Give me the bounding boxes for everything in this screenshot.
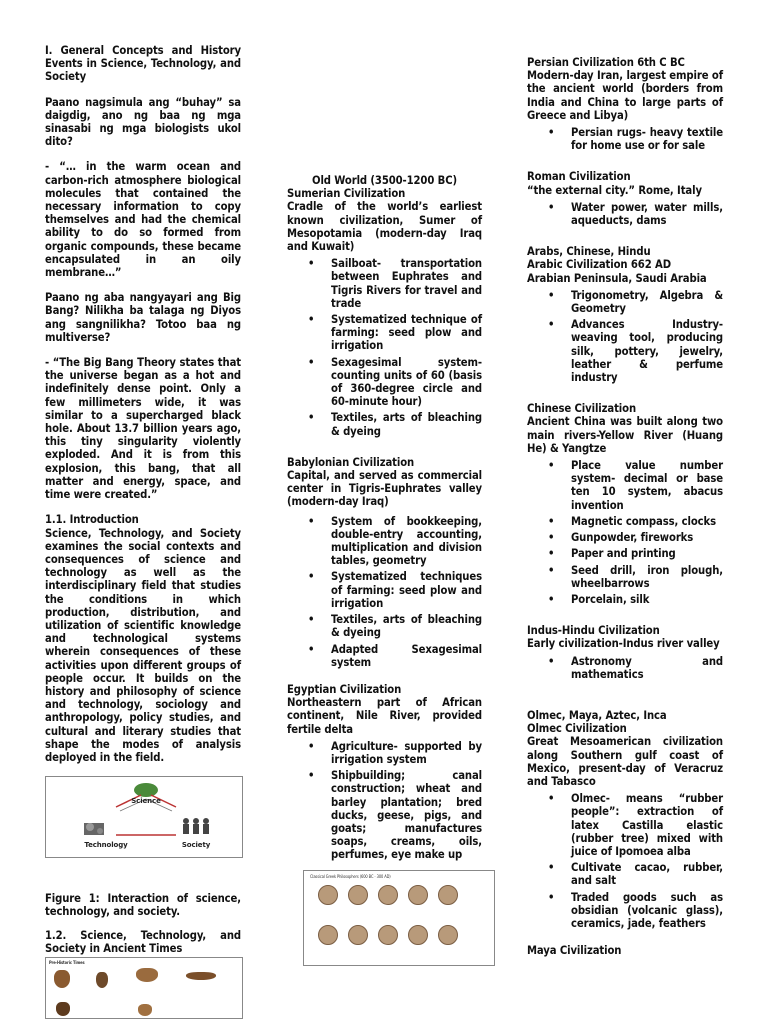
philosopher-portrait-icon bbox=[378, 925, 398, 945]
indus-list bbox=[527, 655, 723, 681]
philosopher-portrait-icon bbox=[438, 925, 458, 945]
list-item: • Textiles, arts of bleaching & dyeing bbox=[287, 411, 482, 437]
olmec-list bbox=[527, 792, 723, 930]
egyptian-text: Northeastern part of African continent, Nile River, provided fertile delta bbox=[287, 696, 482, 736]
persian-text: Modern-day Iran, largest empire of the ancient world (borders from India and China to large parts of Greece and Libya) bbox=[527, 69, 723, 122]
arabic-text: Arabian Peninsula, Saudi Arabia bbox=[527, 271, 707, 285]
philosopher-portrait-icon bbox=[318, 885, 338, 905]
list-item: • Paper and printing bbox=[527, 547, 723, 560]
list-item: • Shipbuilding; canal construction; wheat and barley plantation; bred ducks, geese, pigs, and goats; manufactures soaps, creams, oils, perfumes, eye make up bbox=[287, 769, 482, 861]
egyptian-list bbox=[287, 740, 482, 862]
arrowhead-icon bbox=[136, 968, 158, 982]
column-middle bbox=[287, 174, 482, 966]
philosopher-portrait-icon bbox=[438, 885, 458, 905]
sts-diagram bbox=[46, 777, 242, 857]
roman-list bbox=[527, 201, 723, 227]
philosopher-portrait-icon bbox=[348, 925, 368, 945]
society-people-icon bbox=[183, 818, 209, 834]
intro-text: Science, Technology, and Society examines the social contexts and consequences of science and technology as well as the interdisciplinary field that studies the conditions in which production, distribution, and utilization of scientific knowledge and technological systems wherein consequences of these activities upon different groups of people occur. It builds on the history and philosophy of science and technology, sociology and anthropology, policy studies, and cultural and literary studies that shape the modes of analysis deployed in the field. bbox=[45, 526, 241, 764]
list-item: • Adapted Sexagesimal system bbox=[287, 643, 482, 669]
label-society: Society bbox=[181, 841, 211, 850]
list-item: • Cultivate cacao, rubber, and salt bbox=[527, 861, 723, 887]
philosopher-portrait-icon bbox=[408, 925, 428, 945]
philosopher-portrait-icon bbox=[408, 885, 428, 905]
column-left bbox=[45, 44, 241, 1019]
list-item: • Place value number system- decimal or base ten 10 system, abacus invention bbox=[527, 459, 723, 512]
sumerian-list bbox=[287, 257, 482, 438]
indus-text: Early civilization-Indus river valley bbox=[527, 637, 720, 651]
column-right bbox=[527, 56, 723, 957]
list-item: • Porcelain, silk bbox=[527, 593, 723, 606]
olmec-title: Olmec Civilization bbox=[527, 722, 627, 736]
egyptian-title: Egyptian Civilization bbox=[287, 682, 402, 696]
prehistoric-title: Pre-Historic Times bbox=[49, 959, 85, 965]
label-science: Science bbox=[131, 797, 161, 806]
chinese-text: Ancient China was built along two main rivers-Yellow River (Huang He) & Yangtze bbox=[527, 415, 723, 455]
list-item: • Systematized technique of farming: seed plow and irrigation bbox=[287, 313, 482, 353]
roman-text: “the external city.” Rome, Italy bbox=[527, 183, 702, 197]
list-item: • Water power, water mills, aqueducts, dams bbox=[527, 201, 723, 227]
list-item: • Sexagesimal system-counting units of 60 (basis of 360-degree circle and 60-minute hour) bbox=[287, 356, 482, 409]
science-globe-icon bbox=[134, 783, 158, 797]
chinese-title: Chinese Civilization bbox=[527, 402, 637, 416]
figure-1-caption: Figure 1: Interaction of science, technology, and society. bbox=[45, 892, 241, 919]
babylonian-list bbox=[287, 515, 482, 669]
sumerian-text: Cradle of the world’s earliest known civilization, Sumer of Mesopotamia (modern-day Iraq and Kuwait) bbox=[287, 200, 482, 254]
list-item: • System of bookkeeping, double-entry accounting, multiplication and division tables, geometry bbox=[287, 515, 482, 568]
list-item: • Sailboat- transportation between Euphrates and Tigris Rivers for travel and trade bbox=[287, 257, 482, 310]
section-ancient-heading: 1.2. Science, Technology, and Society in Ancient Times bbox=[45, 928, 241, 955]
sumerian-title: Sumerian Civilization bbox=[287, 187, 406, 201]
list-item: • Systematized techniques of farming: seed plow and irrigation bbox=[287, 570, 482, 610]
list-item: • Magnetic compass, clocks bbox=[527, 515, 723, 528]
answer-big-bang: - “The Big Bang Theory states that the universe began as a hot and indefinitely dense point. Only a few millimeters wide, it was similar to a supercharged black hole. About 13.7 billion years ago, this tiny singularity violently exploded. And it is from this explosion, this bang, that all matter and energy, space, and time were created.” bbox=[45, 356, 241, 502]
artifact-icon bbox=[56, 1002, 70, 1016]
babylonian-title: Babylonian Civilization bbox=[287, 455, 415, 469]
section-heading: I. General Concepts and History Events in Science, Technology, and Society bbox=[45, 44, 241, 84]
spear-icon bbox=[186, 972, 216, 980]
persian-title: Persian Civilization 6th C BC bbox=[527, 56, 685, 69]
greek-philosophers-title: Classical Greek Philosophers (600 BC - 300 AD) bbox=[310, 873, 391, 879]
old-world-heading: Old World (3500-1200 BC) bbox=[311, 174, 457, 187]
artifact-icon bbox=[138, 1004, 152, 1016]
list-item: • Seed drill, iron plough, wheelbarrows bbox=[527, 564, 723, 590]
question-big-bang: Paano ng aba nangyayari ang Big Bang? Nilikha ba talaga ng Diyos ang sangnilikha? Totoo baa ng multiverse? bbox=[45, 291, 241, 344]
question-life: Paano nagsimula ang “buhay” sa daigdig, ano ng baa ng mga sinasabi ng mga biologists ukol dito? bbox=[45, 95, 241, 149]
stone-tool-icon bbox=[96, 972, 108, 988]
stone-tool-icon bbox=[54, 970, 70, 988]
chinese-list bbox=[527, 459, 723, 606]
olmec-group-title: Olmec, Maya, Aztec, Inca bbox=[527, 708, 667, 722]
intro-heading: 1.1. Introduction bbox=[45, 513, 139, 527]
olmec-text: Great Mesoamerican civilization along Southern gulf coast of Mexico, present-day of Veracruz and Tabasco bbox=[527, 735, 723, 788]
philosopher-portrait-icon bbox=[348, 885, 368, 905]
philosopher-portrait-icon bbox=[318, 925, 338, 945]
babylonian-text: Capital, and served as commercial center in Tigris-Euphrates valley (modern-day Iraq) bbox=[287, 469, 482, 509]
arabic-title: Arabic Civilization 662 AD bbox=[527, 258, 671, 272]
list-item: • Persian rugs- heavy textile for home use or for sale bbox=[527, 126, 723, 152]
list-item: • Advances Industry- weaving tool, producing silk, pottery, jewelry, leather & perfume industry bbox=[527, 318, 723, 384]
list-item: • Astronomy and mathematics bbox=[527, 655, 723, 681]
list-item: • Olmec- means “rubber people”: extraction of latex Castilla elastic (rubber tree) mixed with juice of Ipomoea alba bbox=[527, 792, 723, 858]
figure-sts-interaction bbox=[45, 776, 243, 858]
arabs-group-title: Arabs, Chinese, Hindu bbox=[527, 245, 651, 259]
answer-life: - “… in the warm ocean and carbon-rich atmosphere biological molecules that contained the necessary information to copy themselves and had the chemical ability to do so formed from organic compounds, these became encapsulated in an oily membrane…” bbox=[45, 160, 241, 280]
list-item: • Agriculture- supported by irrigation system bbox=[287, 740, 482, 766]
list-item: • Traded goods such as obsidian (volcanic glass), ceramics, jade, feathers bbox=[527, 891, 723, 931]
arabic-list bbox=[527, 289, 723, 384]
roman-title: Roman Civilization bbox=[527, 170, 631, 184]
label-technology: Technology bbox=[84, 841, 128, 850]
philosopher-portrait-icon bbox=[378, 885, 398, 905]
list-item: • Trigonometry, Algebra & Geometry bbox=[527, 289, 723, 315]
maya-title: Maya Civilization bbox=[527, 944, 622, 958]
persian-list bbox=[527, 126, 723, 152]
figure-prehistoric-times bbox=[45, 957, 243, 1019]
indus-title: Indus-Hindu Civilization bbox=[527, 624, 660, 638]
list-item: • Gunpowder, fireworks bbox=[527, 531, 723, 544]
list-item: • Textiles, arts of bleaching & dyeing bbox=[287, 613, 482, 639]
figure-greek-philosophers bbox=[303, 870, 495, 966]
